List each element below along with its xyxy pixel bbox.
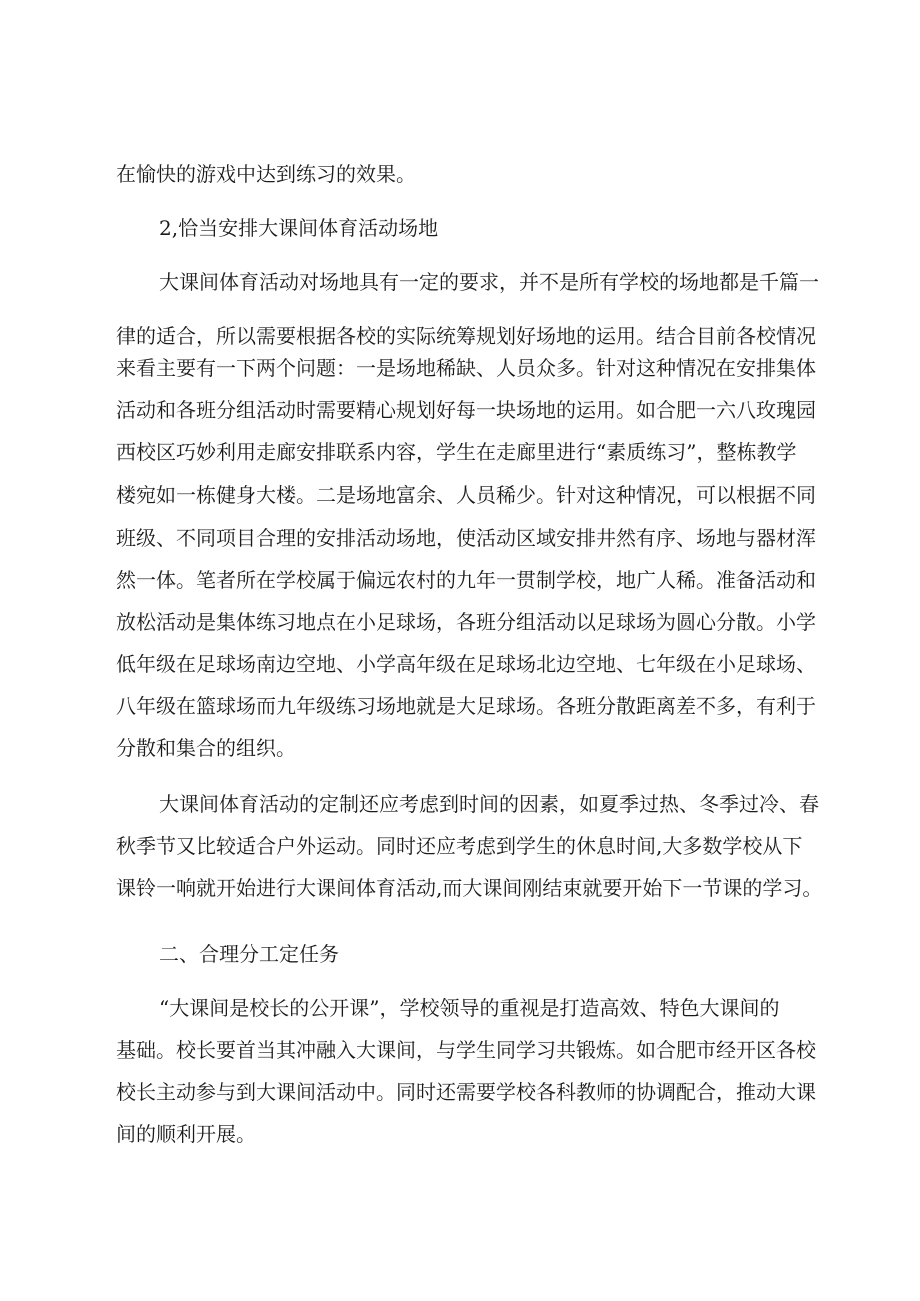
paragraph-line: 班级、不同项目合理的安排活动场地，使活动区域安排井然有序、场地与器材浑 bbox=[116, 526, 816, 550]
paragraph-line: 大课间体育活动的定制还应考虑到时间的因素，如夏季过热、冬季过冷、春 bbox=[159, 792, 819, 816]
section-subheading: 2,恰当安排大课间体育活动场地 bbox=[159, 216, 439, 240]
paragraph-line: 来看主要有一下两个问题：一是场地稀缺、人员众多。针对这种情况在安排集体 bbox=[116, 356, 816, 380]
paragraph-line: 秋季节又比较适合户外运动。同时还应考虑到学生的休息时间,大多数学校从下 bbox=[116, 834, 803, 858]
paragraph-line: 楼宛如一栋健身大楼。二是场地富余、人员稀少。针对这种情况，可以根据不同 bbox=[116, 483, 816, 507]
paragraph-line: 活动和各班分组活动时需要精心规划好每一块场地的运用。如合肥一六八玫瑰园 bbox=[116, 398, 816, 422]
paragraph-line: 基础。校长要首当其冲融入大课间，与学生同学习共锻炼。如合肥市经开区各校 bbox=[116, 1038, 816, 1062]
paragraph-line: 课铃一响就开始进行大课间体育活动,而大课间刚结束就要开始下一节课的学习。 bbox=[116, 876, 823, 900]
paragraph-line: 放松活动是集体练习地点在小足球场，各班分组活动以足球场为圆心分散。小学 bbox=[116, 610, 816, 634]
paragraph-line: 八年级在篮球场而九年级练习场地就是大足球场。各班分散距离差不多，有利于 bbox=[116, 694, 816, 718]
paragraph-line: 大课间体育活动对场地具有一定的要求，并不是所有学校的场地都是千篇一 bbox=[159, 270, 819, 294]
paragraph-line: 校长主动参与到大课间活动中。同时还需要学校各科教师的协调配合，推动大课 bbox=[116, 1080, 816, 1104]
paragraph-line: 然一体。笔者所在学校属于偏远农村的九年一贯制学校，地广人稀。准备活动和 bbox=[116, 568, 816, 592]
paragraph-line: 低年级在足球场南边空地、小学高年级在足球场北边空地、七年级在小足球场、 bbox=[116, 652, 816, 676]
paragraph-line: 律的适合，所以需要根据各校的实际统筹规划好场地的运用。结合目前各校情况 bbox=[116, 324, 816, 348]
paragraph-line: 西校区巧妙利用走廊安排联系内容，学生在走廊里进行“素质练习”，整栋教学 bbox=[116, 440, 797, 464]
paragraph-line: 间的顺利开展。 bbox=[116, 1122, 256, 1146]
paragraph-line: “大课间是校长的公开课”，学校领导的重视是打造高效、特色大课间的 bbox=[159, 996, 780, 1020]
paragraph-line: 分散和集合的组织。 bbox=[116, 736, 296, 760]
text-line-continuation: 在愉快的游戏中达到练习的效果。 bbox=[116, 162, 416, 186]
section-heading: 二、合理分工定任务 bbox=[159, 942, 339, 966]
